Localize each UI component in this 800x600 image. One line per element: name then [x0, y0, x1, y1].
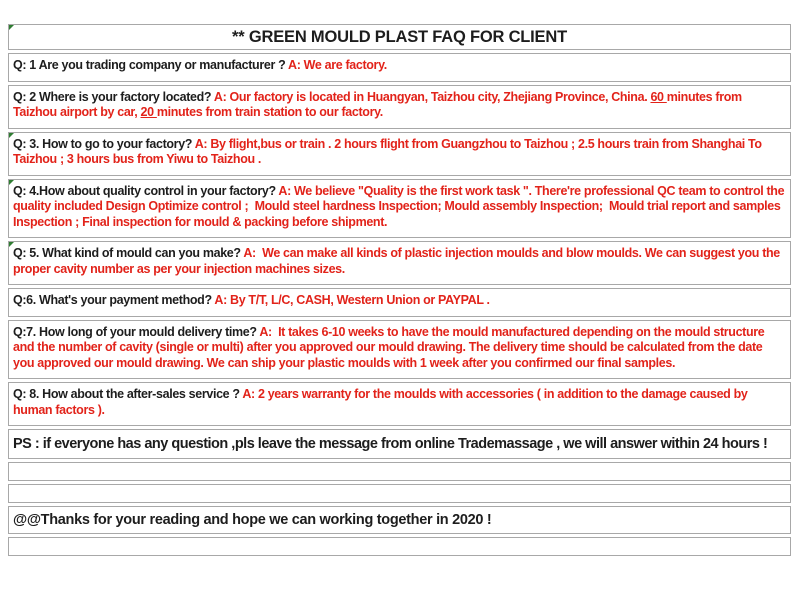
faq-row-q2[interactable] [8, 85, 791, 129]
q8-segment-answer: A: 2 years warranty for the moulds with accessories ( in addition to the damage caused by human factors ). [13, 387, 751, 417]
cell-corner-marker-icon [9, 180, 14, 185]
q6-segment-answer: A: By T/T, L/C, CASH, Western Union or PAYPAL . [214, 293, 490, 307]
q2-segment-answer: 20 [140, 105, 157, 119]
cell-corner-marker-icon [9, 133, 14, 138]
faq-row-q7[interactable] [8, 320, 791, 380]
q2-segment-answer: A: Our factory is located in Huangyan, Taizhou city, Zhejiang Province, China. [213, 89, 651, 104]
q5-segment-answer: A: We can make all kinds of plastic injection moulds and blow moulds. We can suggest you the proper cavity number as per your injection machines sizes. [13, 246, 784, 276]
q1-segment-question: Q: 1 Are you trading company or manufacturer ? [13, 58, 289, 72]
q7-segment-question: Q:7. How long of your mould delivery time? [13, 324, 260, 339]
q3-segment-answer: A: By flight,bus or train . 2 hours flight from Guangzhou to Taizhou ; 2.5 hours train from Shanghai To Taizhou ; 3 hours bus from Yiwu to Taizhou . [13, 136, 765, 166]
faq-row-thanks[interactable] [8, 506, 791, 534]
ps-segment-question: PS : if everyone has any question ,pls leave the message from online Trademassage , we will answer within 24 hours ! [13, 436, 768, 452]
faq-row-q5[interactable] [8, 241, 791, 285]
title-segment-question: ** GREEN MOULD PLAST FAQ FOR CLIENT [232, 28, 567, 46]
q3-segment-question: Q: 3. How to go to your factory? [13, 136, 195, 151]
faq-row-title[interactable] [8, 24, 791, 50]
faq-row-q3[interactable] [8, 132, 791, 176]
faq-row-q4[interactable] [8, 179, 791, 239]
thanks-segment-question: @@Thanks for your reading and hope we can working together in 2020 ! [13, 512, 492, 528]
q7-segment-answer: A: It takes 6-10 weeks to have the mould manufactured depending on the mould structure and the number of cavity (single or multi) after you approved our mould drawing. The delivery time should be calculated from the date you approved our mould drawing. We can ship your plastic moulds with 1 week after you confirmed our final samples. [13, 324, 768, 370]
faq-row-empty-2[interactable] [8, 484, 791, 503]
q5-segment-question: Q: 5. What kind of mould can you make? [13, 246, 244, 260]
faq-table [8, 24, 791, 559]
q2-segment-question: Q: 2 Where is your factory located? [13, 89, 214, 104]
faq-row-q1[interactable] [8, 53, 791, 82]
cell-corner-marker-icon [9, 25, 14, 30]
q6-segment-question: Q:6. What's your payment method? [13, 293, 215, 307]
faq-row-q8[interactable] [8, 382, 791, 426]
faq-row-q6[interactable] [8, 288, 791, 317]
faq-row-ps[interactable] [8, 429, 791, 459]
q1-segment-answer: A: We are factory. [288, 58, 387, 72]
q4-segment-question: Q: 4.How about quality control in your factory? [13, 183, 279, 198]
q4-segment-answer: A: We believe "Quality is the first work task ". There're professional QC team to control the quality included Design Optimize control ; Mould steel hardness Inspection; Mould assembly Inspection; Mould trial report and samples Inspection ; Final inspection for mould & packing before shipment. [13, 183, 788, 229]
cell-corner-marker-icon [9, 242, 14, 247]
faq-row-empty-3[interactable] [8, 537, 791, 556]
q8-segment-question: Q: 8. How about the after-sales service ? [13, 387, 243, 401]
faq-row-empty-1[interactable] [8, 462, 791, 481]
q2-segment-answer: minutes from Taizhou airport by car, [13, 89, 745, 119]
q2-segment-answer: 60 [650, 89, 667, 104]
q2-segment-answer: minutes from train station to our factory. [156, 105, 383, 119]
